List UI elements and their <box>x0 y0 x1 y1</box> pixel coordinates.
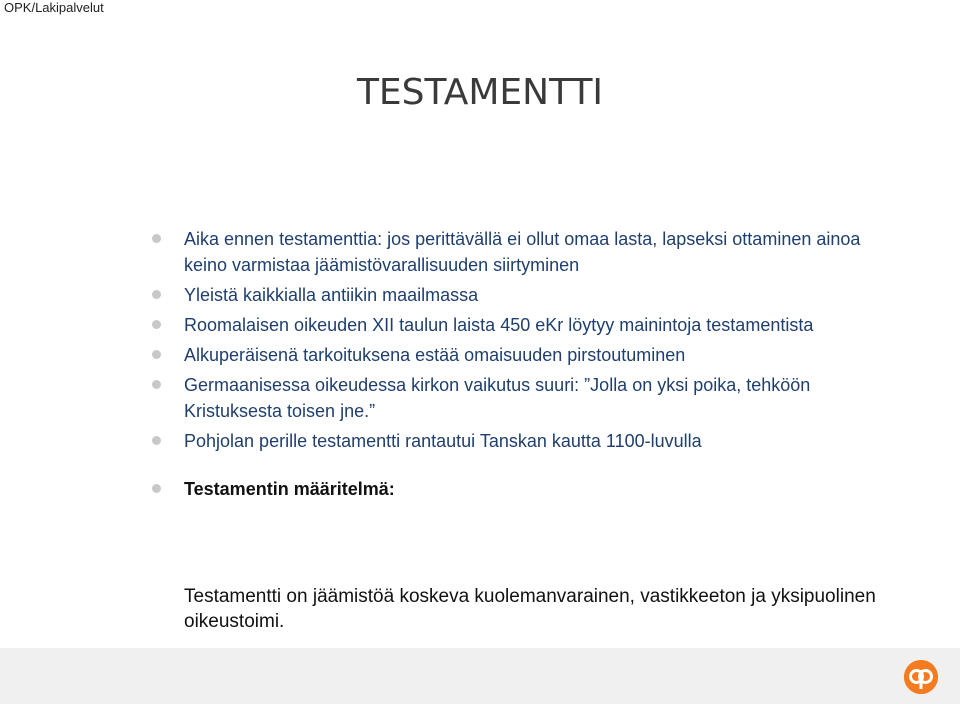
definition-text: Testamentti on jäämistöä koskeva kuolemanvarainen, vastikkeeton ja yksipuolinen oikeustoimi. <box>184 586 876 632</box>
bullet-text: Roomalaisen oikeuden XII taulun laista 450 eKr löytyy mainintoja testamentista <box>184 315 814 335</box>
bullet-text: Alkuperäisenä tarkoituksena estää omaisuuden pirstoutuminen <box>184 345 686 365</box>
bullet-dot-icon <box>152 234 161 243</box>
header-label: OPK/Lakipalvelut <box>4 0 104 15</box>
bullet-list <box>152 226 872 506</box>
bullet-item <box>152 312 872 338</box>
bullet-text: Yleistä kaikkialla antiikin maailmassa <box>184 285 479 305</box>
slide-title-container <box>0 72 960 113</box>
bullet-dot-icon <box>152 350 161 359</box>
slide-title: TESTAMENTTI <box>356 72 604 113</box>
op-logo-glyph-icon <box>904 660 938 694</box>
bullet-item <box>152 342 872 368</box>
bullet-text: Aika ennen testamenttia: jos perittävällä ei ollut omaa lasta, lapseksi ottaminen ainoa keino varmistaa jäämistövarallisuuden siirtyminen <box>184 229 861 275</box>
bullet-item <box>152 282 872 308</box>
bullet-dot-icon <box>152 436 161 445</box>
definition-heading-item <box>152 476 872 502</box>
bullet-item <box>152 428 872 454</box>
bullet-dot-icon <box>152 380 161 389</box>
bullet-item <box>152 372 872 424</box>
definition-heading: Testamentin määritelmä: <box>184 479 395 499</box>
bullet-dot-icon <box>152 320 161 329</box>
bullet-dot-icon <box>152 290 161 299</box>
bullet-dot-icon <box>152 484 161 493</box>
bullet-item <box>152 226 872 278</box>
bullet-text: Germaanisessa oikeudessa kirkon vaikutus suuri: ”Jolla on yksi poika, tehköön Kristuksesta toisen jne.” <box>184 375 811 421</box>
op-logo-icon <box>904 660 938 694</box>
bullet-text: Pohjolan perille testamentti rantautui Tanskan kautta 1100-luvulla <box>184 431 702 451</box>
footer-bar <box>0 648 960 704</box>
